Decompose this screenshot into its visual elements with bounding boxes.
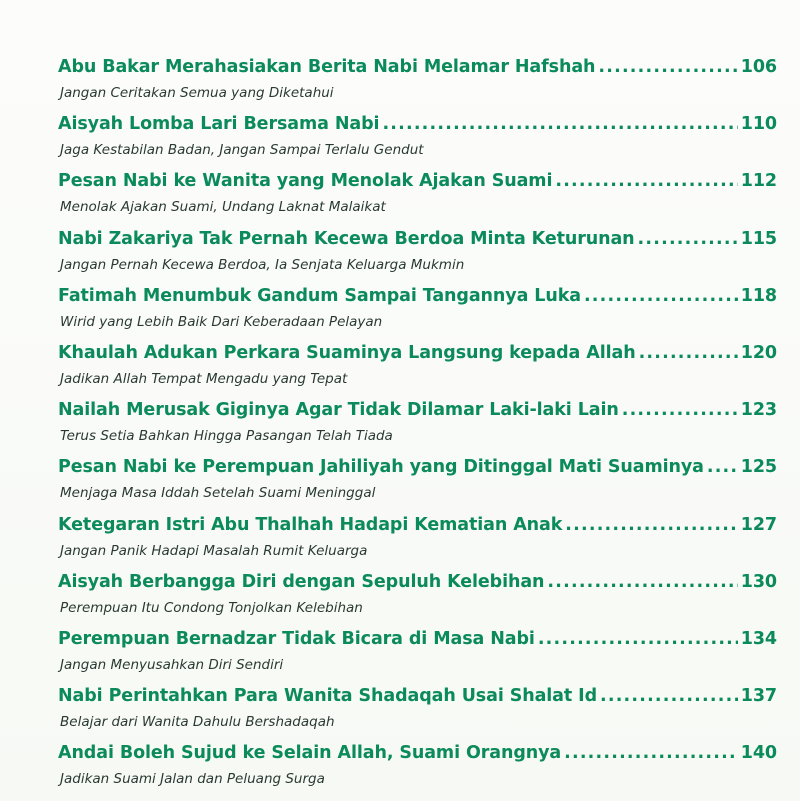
toc-entry xyxy=(58,515,777,572)
toc-title-row xyxy=(58,457,777,484)
dot-leader xyxy=(547,572,737,592)
toc-subtitle: Menolak Ajakan Suami, Undang Laknat Malaikat xyxy=(60,199,386,216)
toc-title-row xyxy=(58,743,777,770)
dot-leader xyxy=(564,743,738,763)
toc-subtitle: Jangan Panik Hadapi Masalah Rumit Keluarga xyxy=(60,542,368,559)
toc-subtitle: Belajar dari Wanita Dahulu Bershadaqah xyxy=(60,714,335,731)
toc-title: Nabi Perintahkan Para Wanita Shadaqah Usai Shalat Id xyxy=(58,686,597,707)
toc-page-number: 123 xyxy=(740,400,777,421)
toc-title: Andai Boleh Sujud ke Selain Allah, Suami Orangnya xyxy=(58,743,562,764)
toc-title-row xyxy=(58,629,777,656)
toc-page-number: 137 xyxy=(740,686,777,707)
toc-page-number: 125 xyxy=(740,457,777,478)
toc-page-number: 118 xyxy=(740,285,777,306)
dot-leader xyxy=(707,457,738,477)
toc-page-number: 140 xyxy=(740,743,777,764)
toc-entry xyxy=(58,171,777,228)
toc-subtitle: Jadikan Allah Tempat Mengadu yang Tepat xyxy=(60,370,348,387)
dot-leader xyxy=(555,171,737,191)
toc-title-row xyxy=(58,57,777,84)
table-of-contents xyxy=(58,57,777,800)
toc-page-number: 120 xyxy=(740,342,777,363)
toc-title-row xyxy=(58,686,777,713)
toc-title: Pesan Nabi ke Wanita yang Menolak Ajakan Suami xyxy=(58,171,553,192)
toc-subtitle: Menjaga Masa Iddah Setelah Suami Meninggal xyxy=(60,485,376,502)
dot-leader xyxy=(639,343,738,363)
toc-title: Fatimah Menumbuk Gandum Sampai Tangannya Luka xyxy=(58,285,581,306)
toc-title-row xyxy=(58,400,777,427)
toc-title-row xyxy=(58,572,777,599)
toc-subtitle: Wirid yang Lebih Baik Dari Keberadaan Pelayan xyxy=(60,313,383,330)
toc-entry xyxy=(58,457,777,514)
toc-title-row xyxy=(58,114,777,141)
toc-title: Aisyah Lomba Lari Bersama Nabi xyxy=(58,114,380,135)
toc-page-number: 127 xyxy=(740,514,777,535)
toc-title: Pesan Nabi ke Perempuan Jahiliyah yang Ditinggal Mati Suaminya xyxy=(58,457,704,478)
dot-leader xyxy=(584,286,738,306)
toc-subtitle: Perempuan Itu Condong Tonjolkan Kelebihan xyxy=(60,599,363,616)
toc-page-number: 106 xyxy=(740,57,777,77)
toc-page-number: 115 xyxy=(740,228,777,249)
dot-leader xyxy=(600,686,738,706)
toc-entry xyxy=(58,629,777,686)
toc-entry xyxy=(58,400,777,457)
toc-subtitle: Jangan Pernah Kecewa Berdoa, Ia Senjata Keluarga Mukmin xyxy=(60,256,465,273)
dot-leader xyxy=(538,629,738,649)
toc-title-row xyxy=(58,286,777,313)
toc-title: Perempuan Bernadzar Tidak Bicara di Masa Nabi xyxy=(58,628,535,649)
toc-entry xyxy=(58,343,777,400)
toc-entry xyxy=(58,743,777,800)
toc-entry xyxy=(58,57,777,114)
dot-leader xyxy=(638,229,738,249)
toc-title: Khaulah Adukan Perkara Suaminya Langsung kepada Allah xyxy=(58,342,636,363)
toc-entry xyxy=(58,286,777,343)
toc-title-row xyxy=(58,229,777,256)
dot-leader xyxy=(622,400,738,420)
toc-page-number: 112 xyxy=(740,171,777,192)
dot-leader xyxy=(382,114,737,134)
dot-leader xyxy=(598,57,737,77)
toc-subtitle: Jangan Menyusahkan Diri Sendiri xyxy=(60,656,284,673)
toc-title: Abu Bakar Merahasiakan Berita Nabi Melamar Hafshah xyxy=(58,57,596,77)
toc-page-number: 130 xyxy=(740,571,777,592)
toc-entry xyxy=(58,114,777,171)
toc-title: Nailah Merusak Giginya Agar Tidak Dilamar Laki-laki Lain xyxy=(58,400,619,421)
toc-subtitle: Terus Setia Bahkan Hingga Pasangan Telah Tiada xyxy=(60,428,393,445)
toc-title-row xyxy=(58,515,777,542)
toc-entry xyxy=(58,686,777,743)
toc-title: Ketegaran Istri Abu Thalhah Hadapi Kematian Anak xyxy=(58,514,563,535)
toc-entry xyxy=(58,572,777,629)
toc-page-number: 110 xyxy=(740,114,777,135)
toc-subtitle: Jadikan Suami Jalan dan Peluang Surga xyxy=(60,771,325,788)
toc-subtitle: Jaga Kestabilan Badan, Jangan Sampai Terlalu Gendut xyxy=(60,142,424,159)
toc-title-row xyxy=(58,171,777,198)
dot-leader xyxy=(565,515,737,535)
toc-subtitle: Jangan Ceritakan Semua yang Diketahui xyxy=(60,85,334,101)
toc-title: Aisyah Berbangga Diri dengan Sepuluh Kelebihan xyxy=(58,571,545,592)
toc-title: Nabi Zakariya Tak Pernah Kecewa Berdoa Minta Keturunan xyxy=(58,228,635,249)
toc-page-number: 134 xyxy=(740,628,777,649)
toc-title-row xyxy=(58,343,777,370)
toc-entry xyxy=(58,229,777,286)
